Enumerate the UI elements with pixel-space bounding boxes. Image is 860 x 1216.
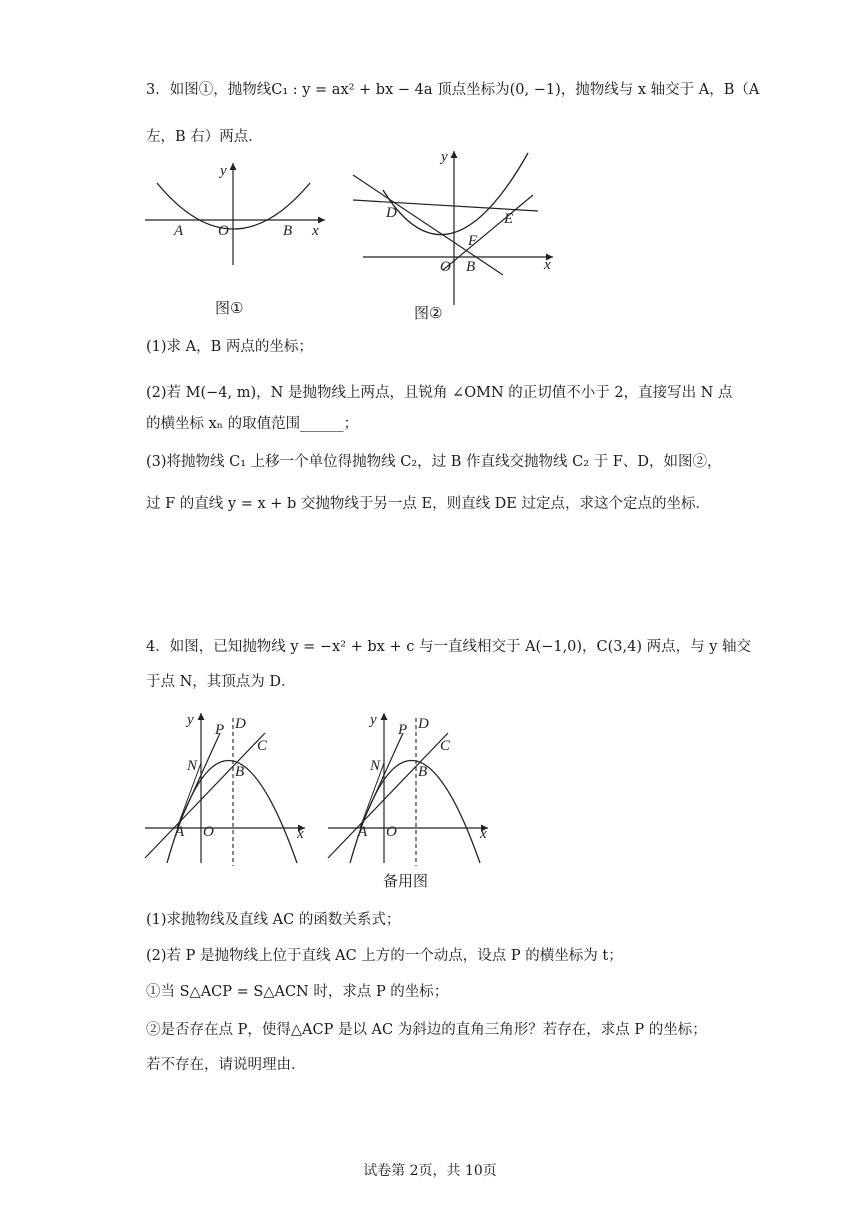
q4-part1: (1)求抛物线及直线 AC 的函数关系式； xyxy=(146,912,401,928)
q4-backup-y-label: y xyxy=(370,712,377,728)
q3-stem-line1: 3．如图①，抛物线C₁ : y = ax² + bx − 4a 顶点坐标为(0, −1)，抛物线与 x 轴交于 A，B（A xyxy=(146,82,760,98)
q4-fig-D-label: D xyxy=(235,716,246,732)
q4-backup-N-label: N xyxy=(370,758,381,774)
q3-figure-2 xyxy=(348,145,563,310)
fig2-y-label: y xyxy=(441,149,448,165)
q4-part2-i: ①当 S△ACP = S△ACN 时，求点 P 的坐标； xyxy=(146,984,449,1000)
fig2-B-label: B xyxy=(466,259,476,275)
fig2-F-label: F xyxy=(468,233,478,249)
q4-backup-D-label: D xyxy=(418,716,429,732)
fig1-A-label: A xyxy=(174,223,184,239)
q3-part1: (1)求 A，B 两点的坐标； xyxy=(146,339,313,355)
fig1-y-label: y xyxy=(220,163,227,179)
q4-backup-A-label: A xyxy=(358,824,368,840)
fig1-x-label: x xyxy=(312,223,319,239)
q3-stem-line2: 左，B 右）两点． xyxy=(146,129,263,145)
q3-fig2-caption: 图② xyxy=(414,304,443,322)
fig2-O-label: O xyxy=(440,259,451,275)
q4-stem-line2: 于点 N，其顶点为 D． xyxy=(146,674,296,690)
q4-backup-x-label: x xyxy=(480,826,487,842)
q3-fig1-caption: 图① xyxy=(215,299,244,317)
fig2-D-label: D xyxy=(386,205,397,221)
q4-backup-O-label: O xyxy=(386,824,397,840)
q4-figure-backup xyxy=(328,708,493,868)
q4-backup-P-label: P xyxy=(398,722,408,738)
q4-figure-main xyxy=(145,708,310,868)
fig2-E-label: E xyxy=(504,211,514,227)
q3-figure-1 xyxy=(140,155,340,280)
fig1-O-label: O xyxy=(218,223,229,239)
q4-fig-x-label: x xyxy=(297,826,304,842)
fig2-x-label: x xyxy=(544,257,551,273)
q3-part2-line1: (2)若 M(−4, m)，N 是抛物线上两点，且锐角 ∠OMN 的正切值不小于 2，直接写出 N 点 xyxy=(146,385,733,401)
q3-part3-line1: (3)将抛物线 C₁ 上移一个单位得抛物线 C₂，过 B 作直线交抛物线 C₂ 于 F、D，如图②， xyxy=(146,454,722,470)
q3-part3-line2: 过 F 的直线 y = x + b 交抛物线于另一点 E，则直线 DE 过定点，求这个定点的坐标． xyxy=(146,496,711,512)
q4-fig-A-label: A xyxy=(175,824,185,840)
q4-backup-B-label: B xyxy=(418,764,428,780)
q4-fig-y-label: y xyxy=(187,712,194,728)
q4-part2-ii-line1: ②是否存在点 P，使得△ACP 是以 AC 为斜边的直角三角形？若存在，求点 P 的坐标； xyxy=(146,1022,707,1038)
page-footer: 试卷第 2页，共 10页 xyxy=(363,1163,497,1179)
q4-fig-C-label: C xyxy=(257,738,268,754)
q4-stem-line1: 4．如图，已知抛物线 y = −x² + bx + c 与一直线相交于 A(−1,0)，C(3,4) 两点，与 y 轴交 xyxy=(146,639,752,655)
q4-fig-B-label: B xyxy=(235,764,245,780)
q4-backup-C-label: C xyxy=(440,738,451,754)
q3-part2-line2: 的横坐标 xₙ 的取值范围______； xyxy=(146,416,359,432)
fig1-B-label: B xyxy=(283,223,293,239)
q4-fig-N-label: N xyxy=(187,758,198,774)
q4-fig-P-label: P xyxy=(215,722,225,738)
q4-part2: (2)若 P 是抛物线上位于直线 AC 上方的一个动点，设点 P 的横坐标为 t； xyxy=(146,948,623,964)
q4-backup-caption: 备用图 xyxy=(383,872,429,890)
q4-part2-ii-line2: 若不存在，请说明理由． xyxy=(146,1057,306,1073)
q4-fig-O-label: O xyxy=(203,824,214,840)
